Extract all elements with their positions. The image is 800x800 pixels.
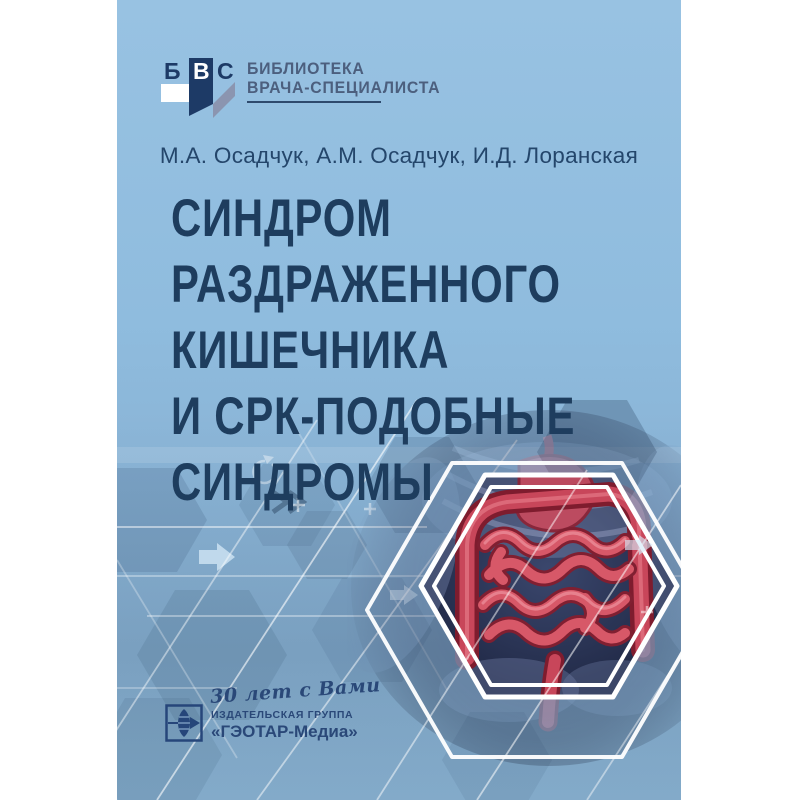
geotar-lens-icon bbox=[165, 704, 203, 742]
publisher-name: «ГЭОТАР-Медиа» bbox=[211, 722, 358, 741]
title-line: СИНДРОМЫ bbox=[171, 453, 434, 512]
bvs-letter: В bbox=[193, 58, 210, 84]
title-line: РАЗДРАЖЕННОГО bbox=[171, 255, 561, 314]
series-line-2: ВРАЧА-СПЕЦИАЛИСТА bbox=[247, 79, 441, 97]
title-line: И СРК-ПОДОБНЫЕ bbox=[171, 387, 576, 446]
publisher-group-line: ИЗДАТЕЛЬСКАЯ ГРУППА bbox=[211, 709, 354, 721]
bvs-logo-icon bbox=[161, 54, 241, 128]
book-cover bbox=[117, 0, 681, 800]
bvs-letter: С bbox=[217, 58, 234, 84]
title-line: СИНДРОМ bbox=[171, 189, 392, 248]
series-name bbox=[247, 54, 448, 103]
title-line: КИШЕЧНИКА bbox=[171, 321, 450, 380]
publisher-text bbox=[209, 674, 382, 742]
bookmark-fold bbox=[213, 82, 235, 118]
bvs-letter: Б bbox=[164, 58, 181, 84]
publisher-logo bbox=[165, 674, 382, 742]
book-title bbox=[171, 186, 681, 516]
cross-arm bbox=[161, 84, 189, 102]
series-logo bbox=[161, 54, 448, 128]
anniversary-script: 30 лет с Вами bbox=[209, 674, 382, 708]
series-line-1: БИБЛИОТЕКА bbox=[247, 60, 365, 78]
authors-line: М.А. Осадчук, А.М. Осадчук, И.Д. Лоранская bbox=[159, 143, 639, 168]
series-underline bbox=[247, 101, 381, 103]
